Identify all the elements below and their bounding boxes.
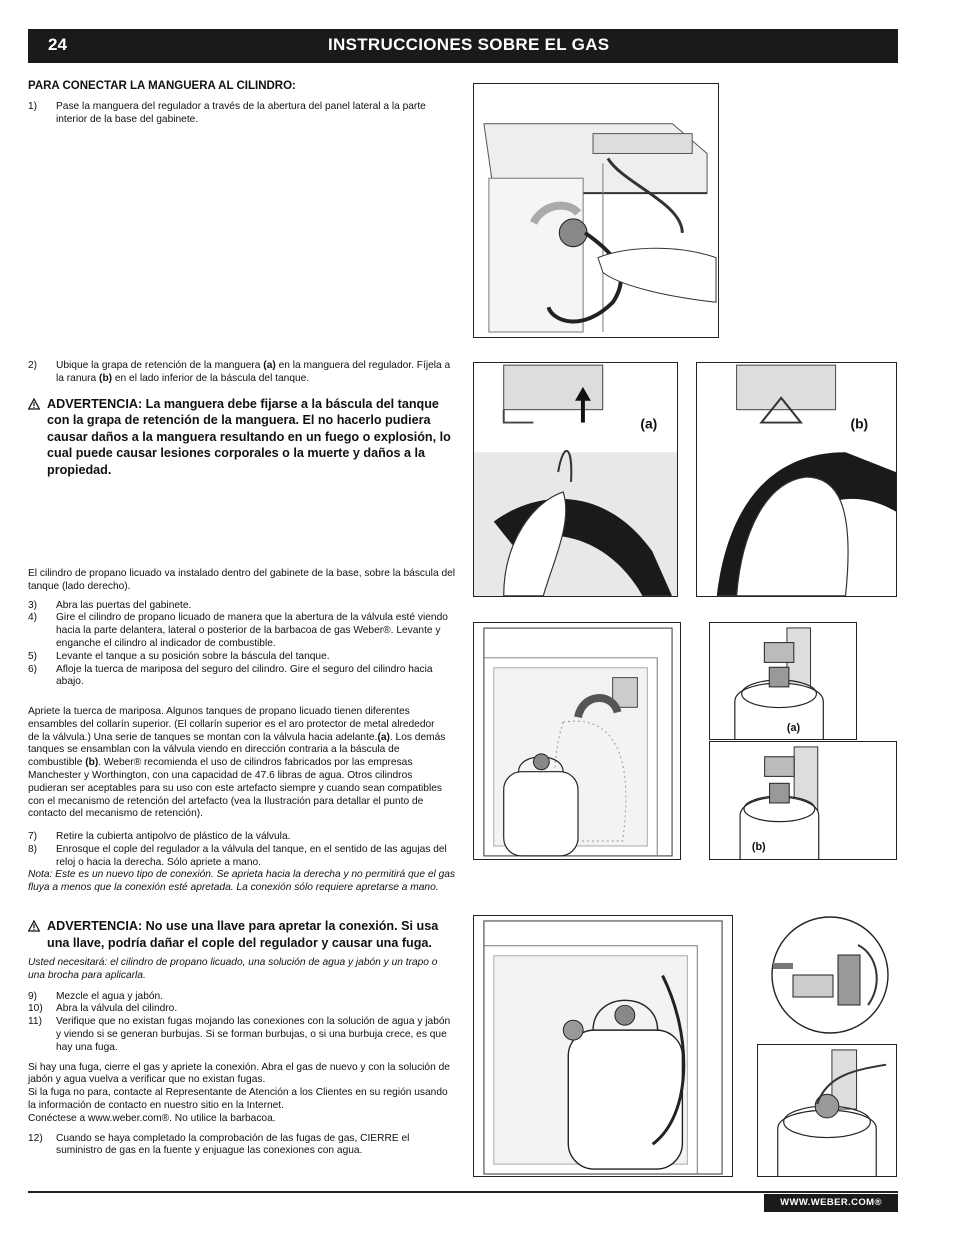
header-bar [28, 29, 898, 63]
step-number: 6) [28, 663, 38, 675]
step-text: Levante el tanque a su posición sobre la báscula del tanque. [56, 650, 330, 662]
leak-paragraph-3: Conéctese a www.weber.com®. No utilice la barbacoa. [28, 1112, 276, 1124]
section-heading: PARA CONECTAR LA MANGUERA AL CILINDRO: [28, 80, 296, 92]
step-number: 8) [28, 843, 38, 855]
step-text: Abra la válvula del cilindro. [56, 1003, 178, 1015]
warning-text: ADVERTENCIA: No use una llave para apretar la conexión. Si usa una llave, podría dañar el cople del regulador y causar una fuga. [47, 919, 439, 950]
coupling-steps [28, 831, 456, 895]
figure-hose-routing [473, 83, 719, 338]
step-number: 1) [28, 100, 38, 112]
step-number: 3) [28, 599, 38, 611]
footer-url: WWW.WEBER.COM® [764, 1194, 898, 1212]
step-number: 11) [28, 1016, 42, 1028]
collar-text [28, 706, 448, 821]
hose-clip-text [28, 360, 456, 478]
step-text: Mezcle el agua y jabón. [56, 990, 164, 1002]
figure-valve-open [757, 1044, 897, 1177]
step-11 [28, 1016, 456, 1054]
step-number: 2) [28, 360, 38, 371]
step-text: Enrosque el cople del regulador a la válvula del tanque, en el sentido de las agujas del reloj o hacia la derecha. Sólo apriete a mano. [56, 843, 447, 868]
hose-clip-a-illustration [474, 363, 677, 596]
step-text: Verifique que no existan fugas mojando las conexiones con la solución de agua y jabón y viendo si se generan burbujas. Si se forman burbujas, o si una burbuja crece, es que hay una fuga. [56, 1016, 451, 1053]
figure-label-b: (b) [850, 415, 869, 432]
para-label-b: (b) [85, 757, 99, 769]
warning-2 [28, 918, 456, 951]
collar-a-illustration [710, 623, 856, 739]
step-text: Gire el cilindro de propano licuado de manera que la abertura de la válvula esté viendo hacia la parte delantera, lateral o posterior de la barbacoa de gas Weber®. Levante y enganche el cilindro al indicador de combustible. [56, 612, 448, 649]
step-number: 4) [28, 612, 38, 624]
leak-paragraph-2: Si la fuga no para, contacte al Representante de Atención a los Clientes en su región usando la información de contacto en nuestro sitio en la Internet. [28, 1087, 448, 1111]
step-text: Afloje la tuerca de mariposa del seguro del cilindro. Gire el seguro del cilindro hacia abajo. [56, 663, 433, 688]
page-title: INSTRUCCIONES SOBRE EL GAS [328, 35, 610, 54]
step-10 [28, 1003, 456, 1016]
small-label-b: (b) [751, 841, 766, 854]
leak-paragraph: Si hay una fuga, cierre el gas y apriete la conexión. Abra el gas de nuevo y con la solución de jabón y agua vuelva a verificar que no existan fugas. [28, 1061, 450, 1086]
warning-triangle-icon [28, 398, 40, 410]
step-number: 5) [28, 650, 38, 662]
step-4 [28, 612, 456, 650]
step-text: en el lado inferior de la báscula del tanque. [112, 372, 310, 384]
step-text: Cuando se haya completado la comprobación de las fugas de gas, CIERRE el suministro de gas en la fuente y enjuague las conexiones con agua. [56, 1132, 410, 1157]
valve-detail-illustration [763, 915, 897, 1035]
step-number: 10) [28, 1003, 43, 1015]
figure-collar-b [709, 741, 897, 860]
small-label-a: (a) [786, 722, 801, 735]
step-text: Abra las puertas del gabinete. [56, 599, 192, 611]
para-text: Apriete la tuerca de mariposa. Algunos tanques de propano licuado tienen diferentes ensambles del collarín superior. (El collarín superior es el aro protector de metal alrededor de la válvula.) Una serie de tanques se montan con la válvula hacia adelante. [28, 706, 435, 743]
step-2 [28, 360, 456, 386]
step-1 [28, 101, 456, 127]
step-text: Ubique la grapa de retención de la manguera [56, 360, 264, 371]
tank-cabinet-illustration [474, 623, 680, 859]
step-5 [28, 651, 456, 664]
step-text: Pase la manguera del regulador a través de la abertura del panel lateral a la parte interior de la base del gabinete. [56, 100, 426, 125]
hose-clip-b-illustration [697, 363, 896, 596]
cylinder-section-text [28, 568, 456, 689]
footer-rule [28, 1191, 898, 1193]
step-3 [28, 600, 456, 613]
warning-triangle-icon [28, 920, 40, 932]
step-6 [28, 664, 456, 690]
leak-check-illustration [474, 916, 732, 1176]
step-number: 12) [28, 1132, 43, 1144]
collar-b-illustration [710, 742, 896, 859]
step-label-a: (a) [263, 360, 276, 371]
warning-text: ADVERTENCIA: La manguera debe fijarse a la báscula del tanque con la grapa de retención de la manguera. El no hacerlo pudiera causar daños a la manguera resultando en un fuego o explosión, lo cual puede causar lesiones corporales o la muerte y daños a la propiedad. [47, 396, 451, 477]
need-text: Usted necesitará: el cilindro de propano licuado, una solución de agua y jabón y un trapo o una brocha para aplicarla. [28, 957, 438, 981]
intro-paragraph: El cilindro de propano licuado va instalado dentro del gabinete de la base, sobre la báscula del tanque (lado derecho). [28, 568, 456, 592]
leak-section-text [28, 918, 456, 1158]
figure-label-a: (a) [640, 415, 658, 432]
collar-paragraph [28, 706, 456, 821]
step-9 [28, 991, 456, 1004]
step-text: Retire la cubierta antipolvo de plástico de la válvula. [56, 831, 291, 842]
figure-hose-clip-b [696, 362, 897, 597]
valve-open-illustration [758, 1045, 896, 1176]
step-12 [28, 1133, 456, 1159]
para-text: . Weber® recomienda el uso de cilindros fabricados por las empresas Manchester y Worthington, con una capacidad de 47.6 libras de agua. Otros cilindros pudieran ser aceptables para su uso con este artefacto siempre y cuando sean compatibles con el mecanismo de retención del artefacto (vea la Ilustración para detallar el punto de contacto del mecanismo de retención). [28, 757, 442, 820]
figure-collar-a [709, 622, 857, 740]
note-text: Nota: Este es un nuevo tipo de conexión. Se aprieta hacia la derecha y no permitirá que el gas fluya a menos que la conexión esté apretada. La conexión sólo requiere apretarse a mano. [28, 869, 456, 894]
step-number: 7) [28, 831, 38, 842]
figure-leak-check [473, 915, 733, 1177]
para-text: . Los demás tanques se ensamblan con la válvula viendo en dirección contraria a la báscula de combustible [28, 731, 446, 769]
step-7 [28, 831, 456, 844]
figure-tank-cabinet [473, 622, 681, 860]
step-8 [28, 844, 456, 870]
page-number: 24 [48, 35, 67, 54]
warning-1 [28, 396, 456, 479]
para-label-a: (a) [377, 731, 390, 743]
figure-hose-clip-a [473, 362, 678, 597]
hose-routing-illustration [474, 84, 718, 337]
step-text: en la manguera del regulador. Fíjela a la ranura [56, 360, 451, 384]
hose-section-text [28, 80, 456, 126]
step-number: 9) [28, 990, 38, 1002]
step-label-b: (b) [99, 372, 113, 384]
figure-valve-detail [763, 915, 897, 1035]
